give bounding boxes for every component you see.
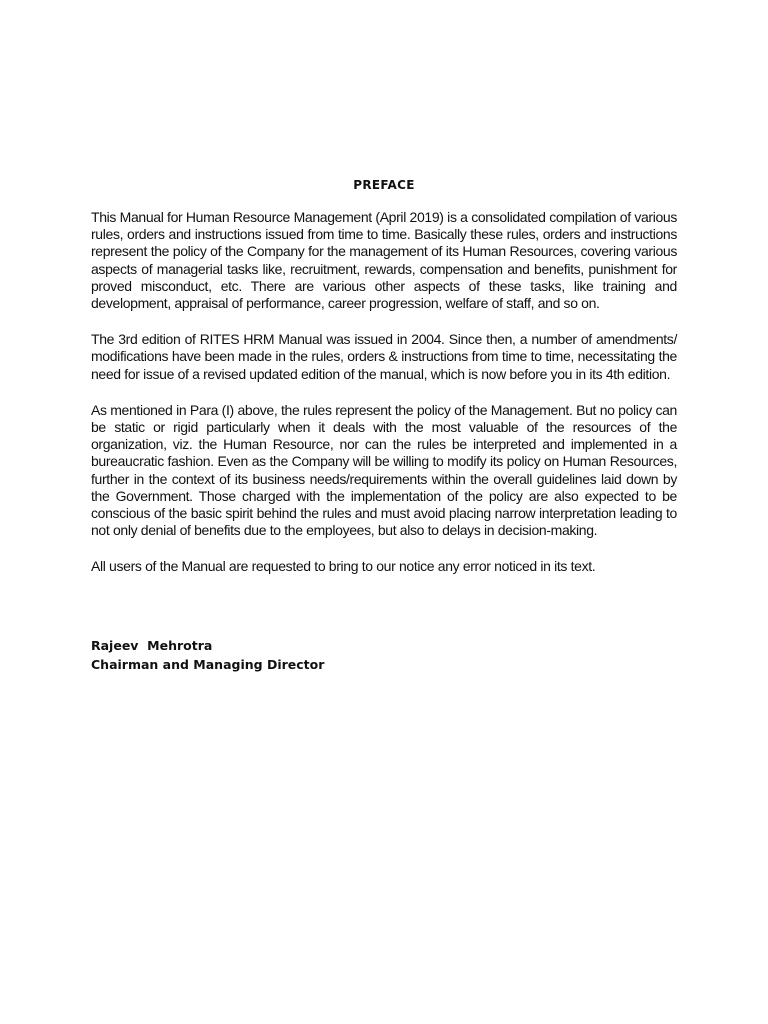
signature-block [91, 636, 677, 674]
signatory-designation: Chairman and Managing Director [91, 656, 325, 672]
paragraph-2: The 3rd edition of RITES HRM Manual was issued in 2004. Since then, a number of amendments/ modifications have been made in the rules, orders & instructions from time to time, necessitating the need for issue of a revised updated edition of the manual, which is now before you in its 4th edition. [91, 331, 677, 382]
page-title: PREFACE [353, 178, 415, 192]
paragraph-3: As mentioned in Para (I) above, the rules represent the policy of the Management. But no policy can be static or rigid particularly when it deals with the most valuable of the resources of the organization, viz. the Human Resource, nor can the rules be interpreted and implemented in a bureaucratic fashion. Even as the Company will be willing to modify its policy on Human Resources, further in the context of its business needs/requirements within the overall guidelines laid down by the Government. Those charged with the implementation of the policy are also expected to be conscious of the basic spirit behind the rules and must avoid placing narrow interpretation leading to not only denial of benefits due to the employees, but also to delays in decision-making. [91, 401, 677, 539]
document-page [91, 178, 677, 674]
signatory-name: Rajeev Mehrotra [91, 637, 213, 653]
paragraph-4: All users of the Manual are requested to bring to our notice any error noticed in its text. [91, 558, 596, 575]
paragraph-1: This Manual for Human Resource Management (April 2019) is a consolidated compilation of various rules, orders and instructions issued from time to time. Basically these rules, orders and instructions represent the policy of the Company for the management of its Human Resources, covering various aspects of managerial tasks like, recruitment, rewards, compensation and benefits, punishment for proved misconduct, etc. There are various other aspects of these tasks, like training and development, appraisal of performance, career progression, welfare of staff, and so on. [91, 209, 677, 312]
